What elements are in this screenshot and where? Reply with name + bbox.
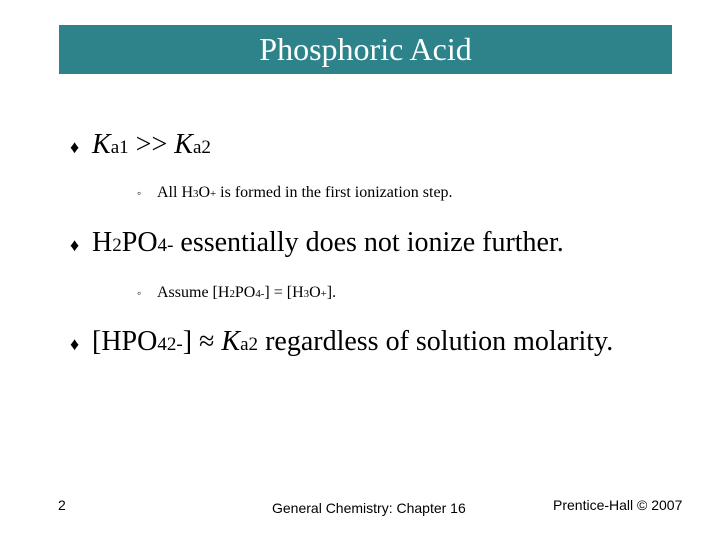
slide-title: Phosphoric Acid bbox=[259, 31, 472, 67]
diamond-bullet-icon: ♦ bbox=[70, 137, 80, 157]
title-bar bbox=[59, 25, 672, 74]
circle-bullet-icon: ◦ bbox=[137, 186, 142, 200]
bullet-ka1-ka2: ♦ K a1 >> K a2 bbox=[70, 129, 211, 160]
k-symbol: K bbox=[174, 129, 193, 160]
text: O bbox=[198, 184, 210, 201]
page-number: 2 bbox=[58, 497, 66, 513]
sub-bullet-first-ionization: ◦ All H 3 O + is formed in the first ionization step. bbox=[137, 184, 453, 201]
bullet-h2po4: ♦ H 2 PO 4 - essentially does not ionize further. bbox=[70, 227, 564, 258]
sub-bullet-assume: ◦ Assume [H 2 PO 4 - ] = [H 3 O + ]. bbox=[137, 284, 337, 301]
circle-bullet-icon: ◦ bbox=[137, 286, 142, 300]
k-symbol: K bbox=[92, 129, 111, 160]
footer-copyright: Prentice-Hall © 2007 bbox=[553, 497, 683, 513]
diamond-bullet-icon: ♦ bbox=[70, 334, 80, 354]
text: PO bbox=[234, 284, 256, 301]
text: [HPO bbox=[92, 326, 158, 357]
text: O bbox=[309, 284, 321, 301]
bullet-hpo4: ♦ [HPO 4 2- ] ≈ K a2 regardless of solution molarity. bbox=[70, 326, 614, 357]
text: essentially does not ionize further. bbox=[173, 227, 564, 258]
k-symbol: K bbox=[221, 326, 241, 357]
text: Assume [H bbox=[157, 284, 230, 301]
text: ] ≈ bbox=[182, 326, 222, 357]
text: H bbox=[92, 227, 113, 258]
footer-chapter: General Chemistry: Chapter 16 bbox=[272, 500, 466, 516]
text: ] = [H bbox=[264, 284, 304, 301]
text: regardless of solution molarity. bbox=[258, 326, 614, 357]
text: is formed in the first ionization step. bbox=[216, 184, 453, 201]
text: All H bbox=[157, 184, 193, 201]
text: PO bbox=[121, 227, 158, 258]
much-greater-operator: >> bbox=[128, 129, 175, 160]
text: ]. bbox=[326, 284, 337, 301]
diamond-bullet-icon: ♦ bbox=[70, 235, 80, 255]
